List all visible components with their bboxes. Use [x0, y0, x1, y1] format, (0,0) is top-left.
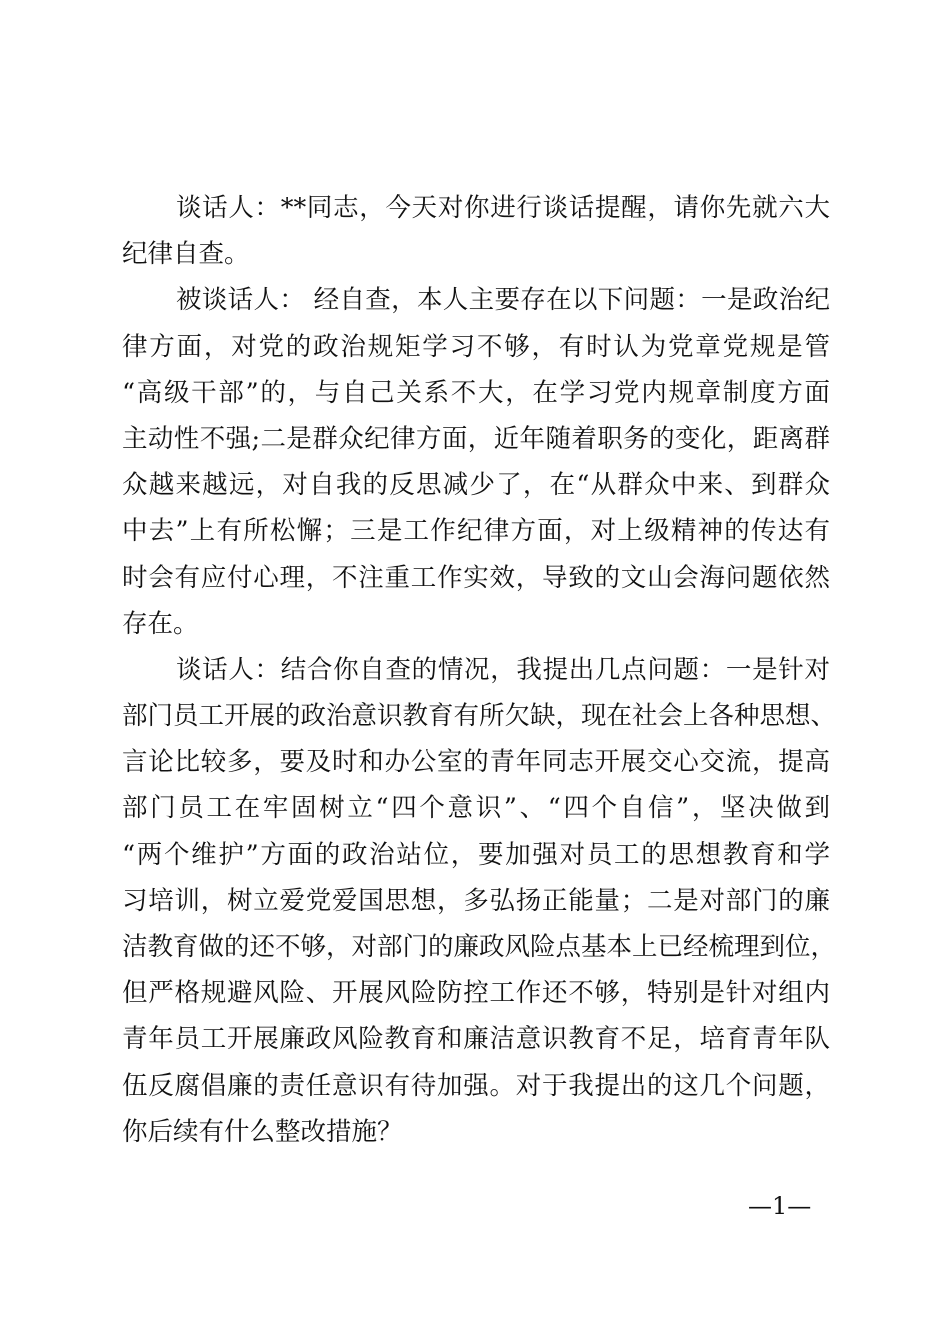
- text-line: 纪律自查。: [122, 239, 250, 270]
- text-line: 时会有应付心理，不注重工作实效，导致的文山会海问题依然: [122, 562, 830, 593]
- text-line: 被谈话人： 经自查，本人主要存在以下问题：一是政治纪: [176, 285, 830, 316]
- text-line: 中去”上有所松懈；三是工作纪律方面，对上级精神的传达有: [122, 516, 830, 547]
- text-line: 伍反腐倡廉的责任意识有待加强。对于我提出的这几个问题，: [122, 1070, 830, 1101]
- text-line: 洁教育做的还不够，对部门的廉政风险点基本上已经梳理到位，: [122, 932, 837, 962]
- text-line: 律方面，对党的政治规矩学习不够，有时认为党章党规是管: [122, 331, 830, 362]
- text-line: 众越来越远，对自我的反思减少了，在“从群众中来、到群众: [122, 470, 830, 501]
- text-line: 青年员工开展廉政风险教育和廉洁意识教育不足，培育青年队: [122, 1024, 830, 1055]
- text-line: 部门员工开展的政治意识教育有所欠缺，现在社会上各种思想、: [122, 701, 837, 732]
- text-line: 习培训，树立爱党爱国思想，多弘扬正能量；二是对部门的廉: [122, 885, 830, 916]
- document-body: [122, 185, 837, 1155]
- paragraph: [122, 647, 837, 1155]
- text-line: 主动性不强;二是群众纪律方面，近年随着职务的变化，距离群: [122, 423, 830, 454]
- text-line: 言论比较多，要及时和办公室的青年同志开展交心交流，提高: [122, 747, 830, 778]
- page-number: —1—: [748, 1192, 812, 1220]
- text-line: “两个维护”方面的政治站位，要加强对员工的思想教育和学: [122, 839, 830, 870]
- text-line: “高级干部”的，与自己关系不大，在学习党内规章制度方面: [122, 377, 830, 408]
- text-line: 你后续有什么整改措施？: [122, 1116, 403, 1147]
- text-line: 但严格规避风险、开展风险防控工作还不够，特别是针对组内: [122, 978, 830, 1009]
- text-line: 谈话人：结合你自查的情况，我提出几点问题：一是针对: [176, 654, 830, 685]
- text-line: 谈话人：**同志，今天对你进行谈话提醒，请你先就六大: [176, 193, 830, 223]
- paragraph: [122, 185, 830, 277]
- text-line: 存在。: [122, 608, 199, 639]
- paragraph: [122, 277, 830, 647]
- text-line: 部门员工在牢固树立“四个意识”、“四个自信”，坚决做到: [122, 793, 830, 824]
